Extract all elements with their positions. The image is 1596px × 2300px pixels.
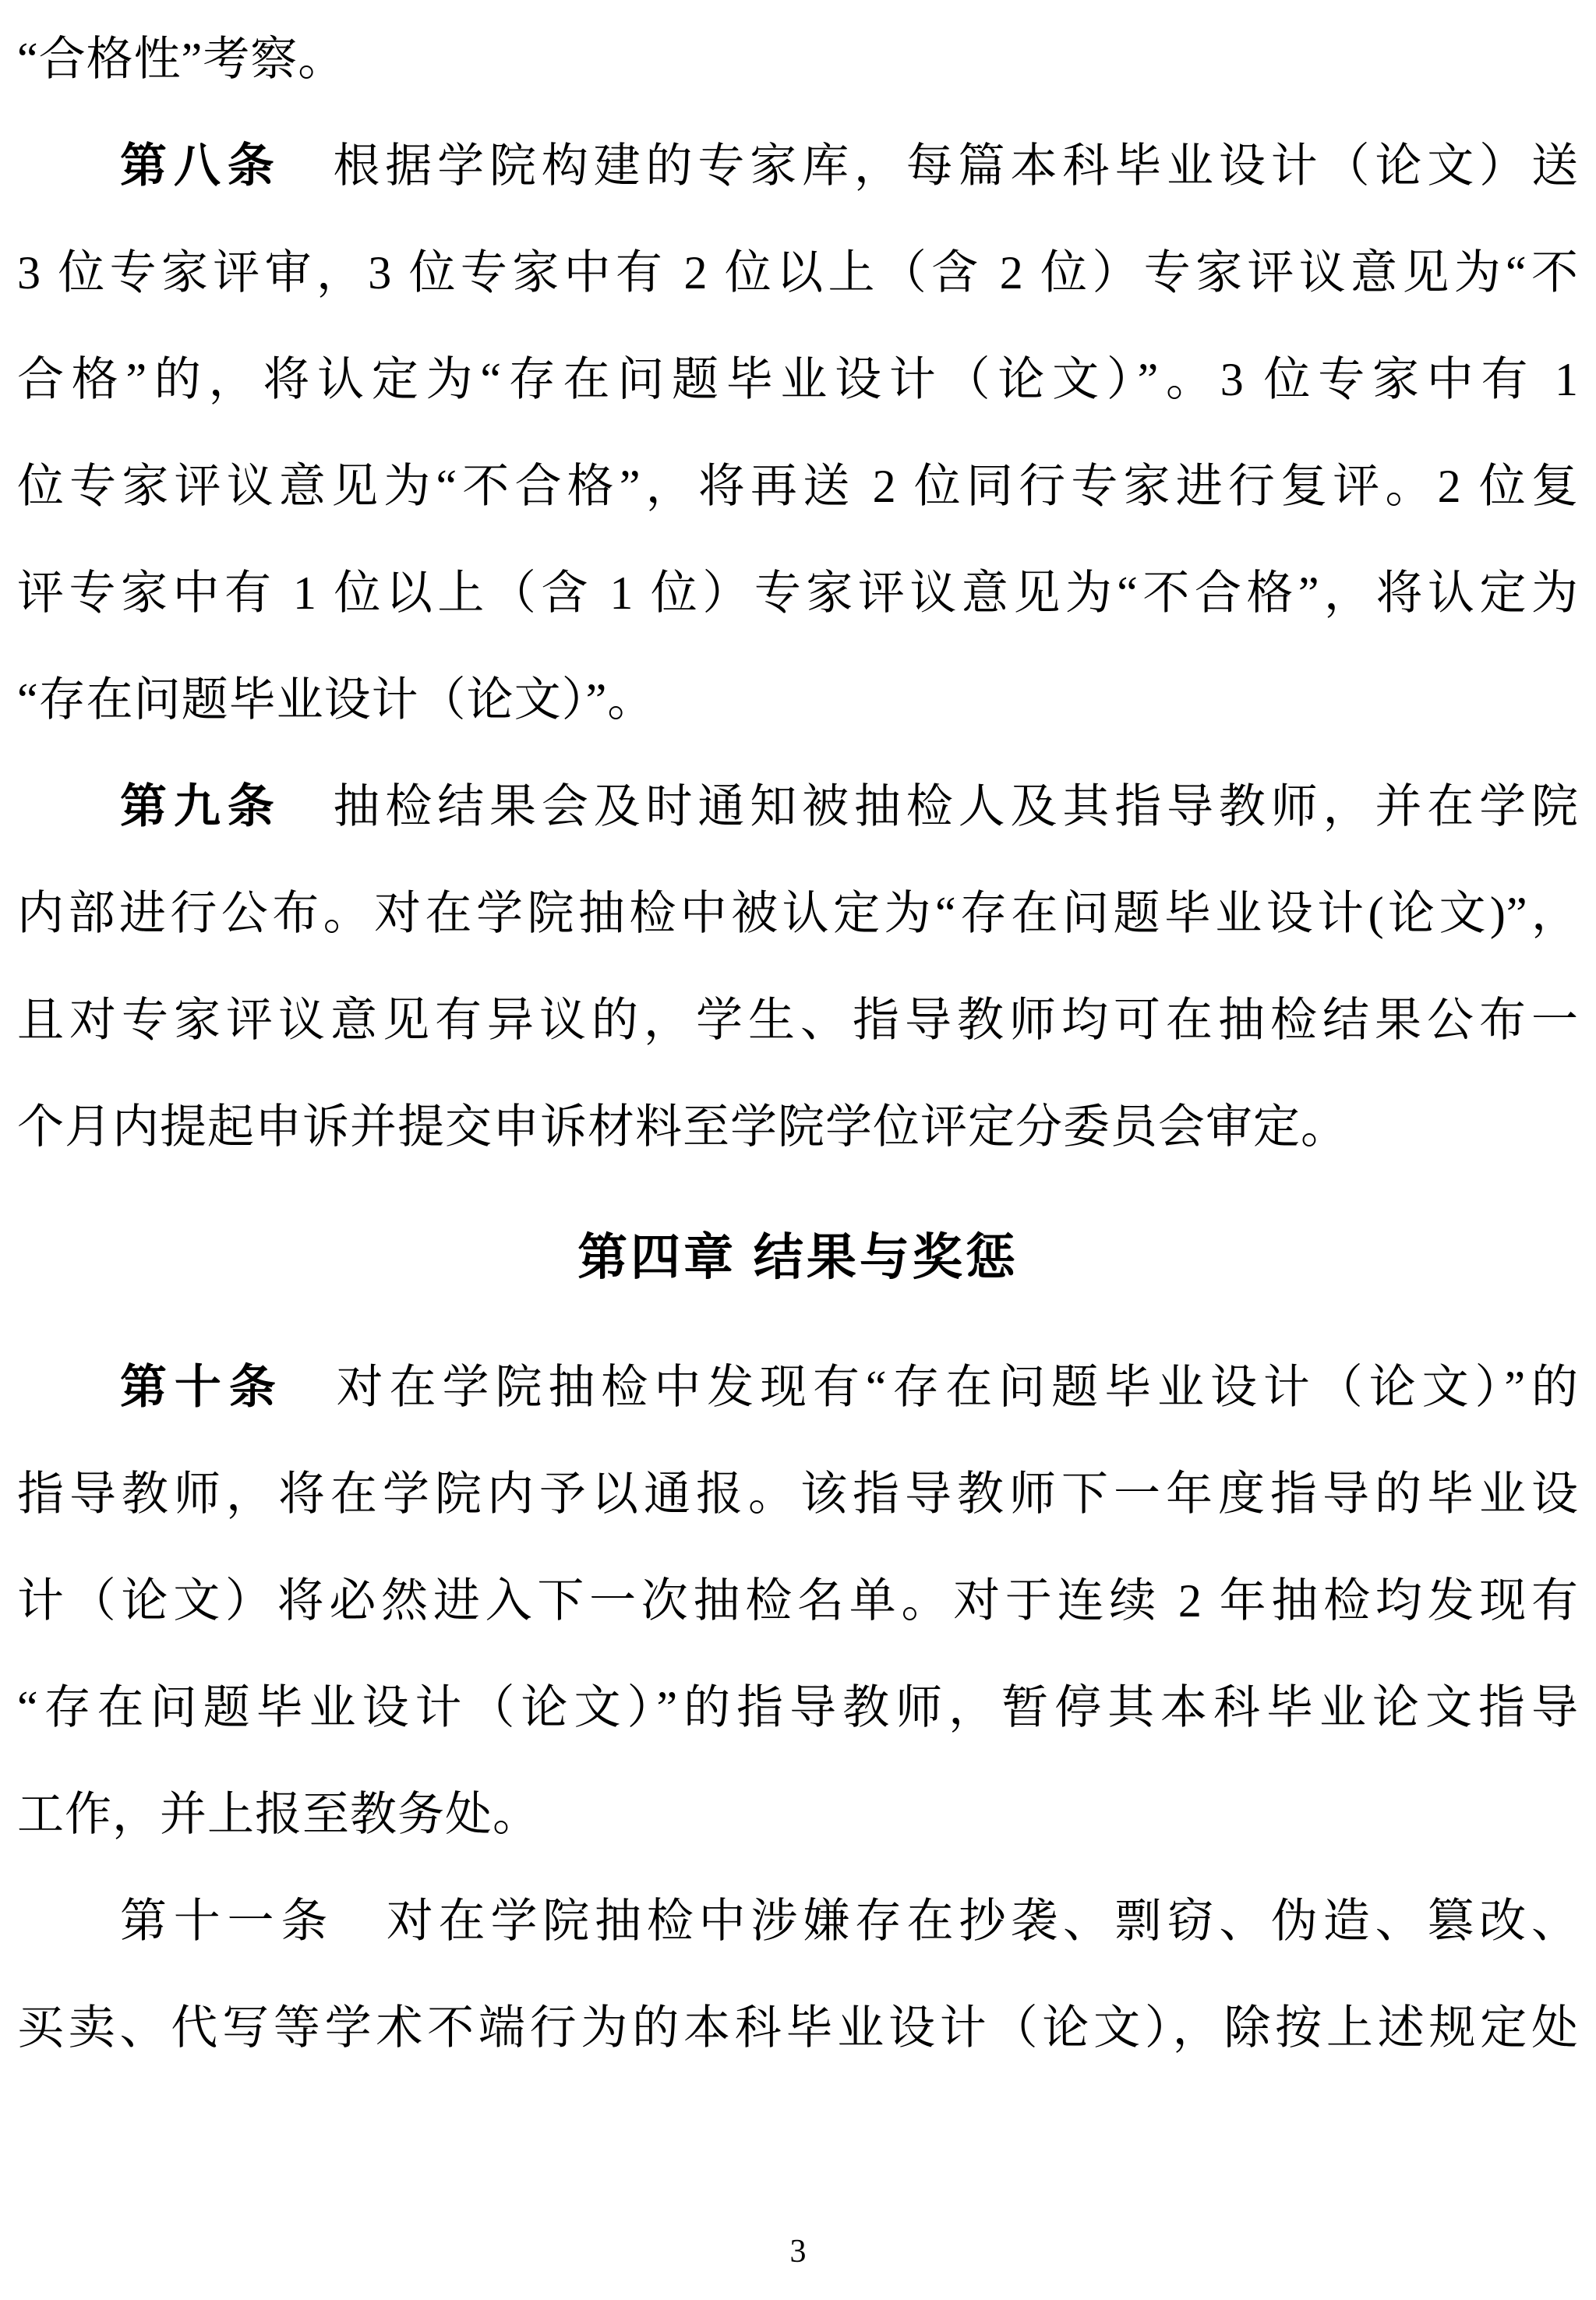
text-line: 位专家评议意见为“不合格”，将再送 2 位同行专家进行复评。2 位复 — [17, 461, 1579, 512]
text-line: “存在问题毕业设计（论文）”的指导教师，暂停其本科毕业论文指导 — [17, 1682, 1579, 1733]
text-line: 3 位专家评审，3 位专家中有 2 位以上（含 2 位）专家评议意见为“不 — [17, 247, 1579, 299]
text-line: 个月内提起申诉并提交申诉材料至学院学位评定分委员会审定。 — [17, 1101, 1348, 1153]
article-number: 第十条 — [120, 1362, 284, 1413]
text-line: 第九条 抽检结果会及时通知被抽检人及其指导教师，并在学院 — [120, 781, 1580, 832]
text-line: 第十条 对在学院抽检中发现有“存在问题毕业设计（论文）”的 — [120, 1362, 1580, 1413]
text-line: 工作，并上报至教务处。 — [17, 1789, 540, 1840]
text-line: 计（论文）将必然进入下一次抽检名单。对于连续 2 年抽检均发现有 — [17, 1575, 1579, 1627]
article-number: 第九条 — [120, 781, 281, 832]
article-number: 第八条 — [120, 140, 281, 192]
article-number: 第十一条 — [120, 1895, 335, 1947]
document-body — [17, 6, 1579, 2082]
text-line: 评专家中有 1 位以上（含 1 位）专家评议意见为“不合格”，将认定为 — [17, 567, 1579, 619]
text-line: 第十一条 对在学院抽检中涉嫌存在抄袭、剽窃、伪造、篡改、 — [120, 1895, 1580, 1947]
text-line: 第八条 根据学院构建的专家库，每篇本科毕业设计（论文）送 — [120, 140, 1580, 192]
text-line: 内部进行公布。对在学院抽检中被认定为“存在问题毕业设计(论文)”， — [17, 888, 1579, 939]
text-line: 且对专家评议意见有异议的，学生、指导教师均可在抽检结果公布一 — [17, 995, 1579, 1046]
text-line: 合格”的，将认定为“存在问题毕业设计（论文）”。3 位专家中有 1 — [17, 354, 1579, 405]
text-line: 买卖、代写等学术不端行为的本科毕业设计（论文），除按上述规定处 — [17, 2002, 1579, 2054]
chapter-heading: 第四章 结果与奖惩 — [577, 1229, 1019, 1285]
text-line: 指导教师，将在学院内予以通报。该指导教师下一年度指导的毕业设 — [17, 1468, 1579, 1520]
text-line: “存在问题毕业设计（论文）”。 — [17, 674, 655, 726]
page-number: 3 — [789, 2234, 807, 2270]
text-line: “合格性”考察。 — [17, 34, 346, 85]
